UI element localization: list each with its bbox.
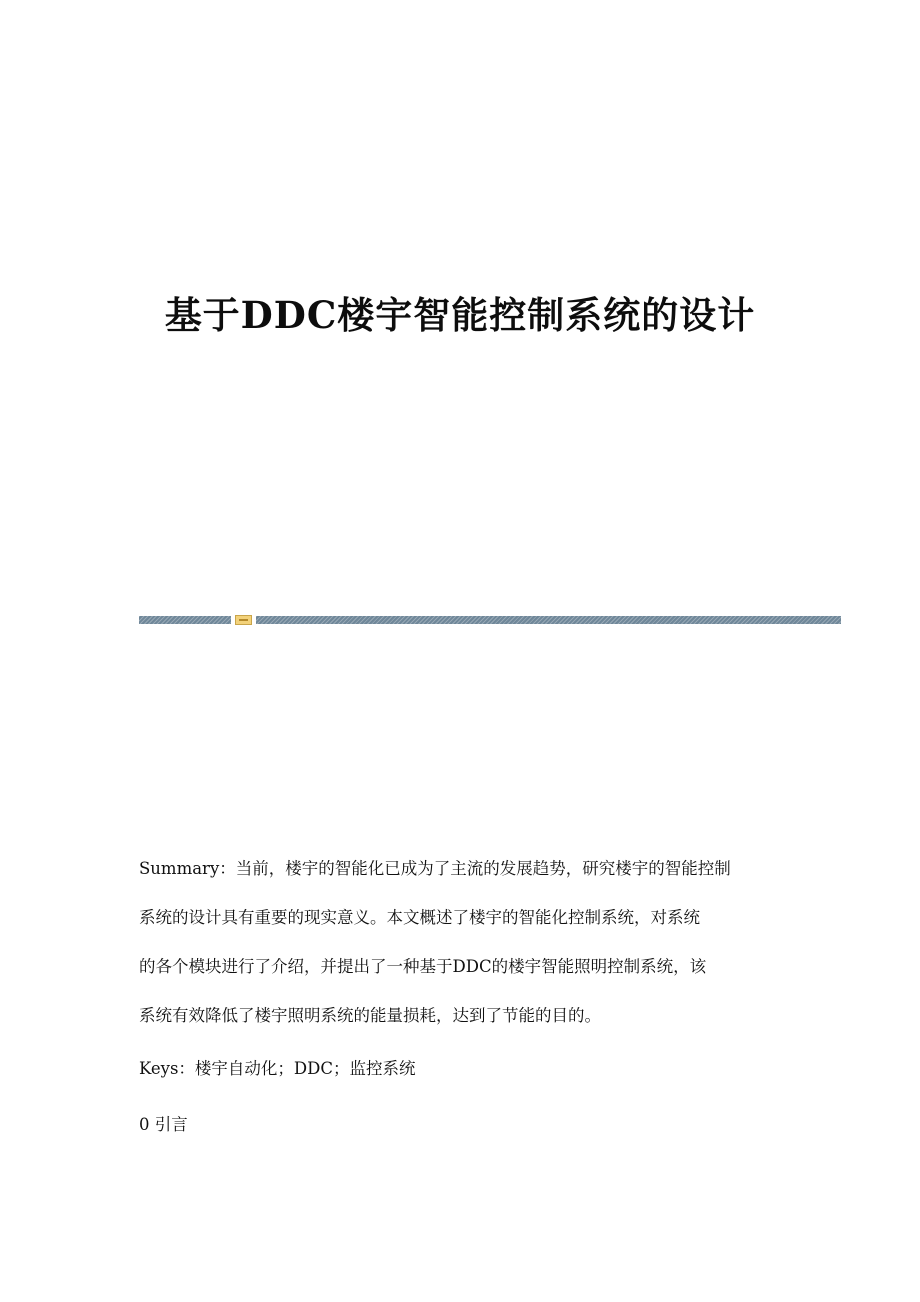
divider-bar-left [139, 616, 231, 624]
keywords-line: Keys：楼宇自动化；DDC；监控系统 [139, 1059, 416, 1078]
summary-line: Summary：当前，楼宇的智能化已成为了主流的发展趋势，研究楼宇的智能控制 [139, 859, 731, 878]
summary-line: 系统有效降低了楼宇照明系统的能量损耗，达到了节能的目的。 [139, 1006, 601, 1025]
decorative-emblem-icon [235, 615, 252, 625]
title-divider [139, 615, 841, 625]
summary-line: 的各个模块进行了介绍，并提出了一种基于DDC的楼宇智能照明控制系统，该 [139, 957, 707, 976]
divider-bar-right [256, 616, 841, 624]
document-title: 基于DDC楼宇智能控制系统的设计 [164, 292, 756, 337]
summary-line: 系统的设计具有重要的现实意义。本文概述了楼宇的智能化控制系统，对系统 [139, 908, 700, 927]
section-heading: 0 引言 [139, 1115, 188, 1134]
summary-paragraph [139, 852, 789, 1048]
